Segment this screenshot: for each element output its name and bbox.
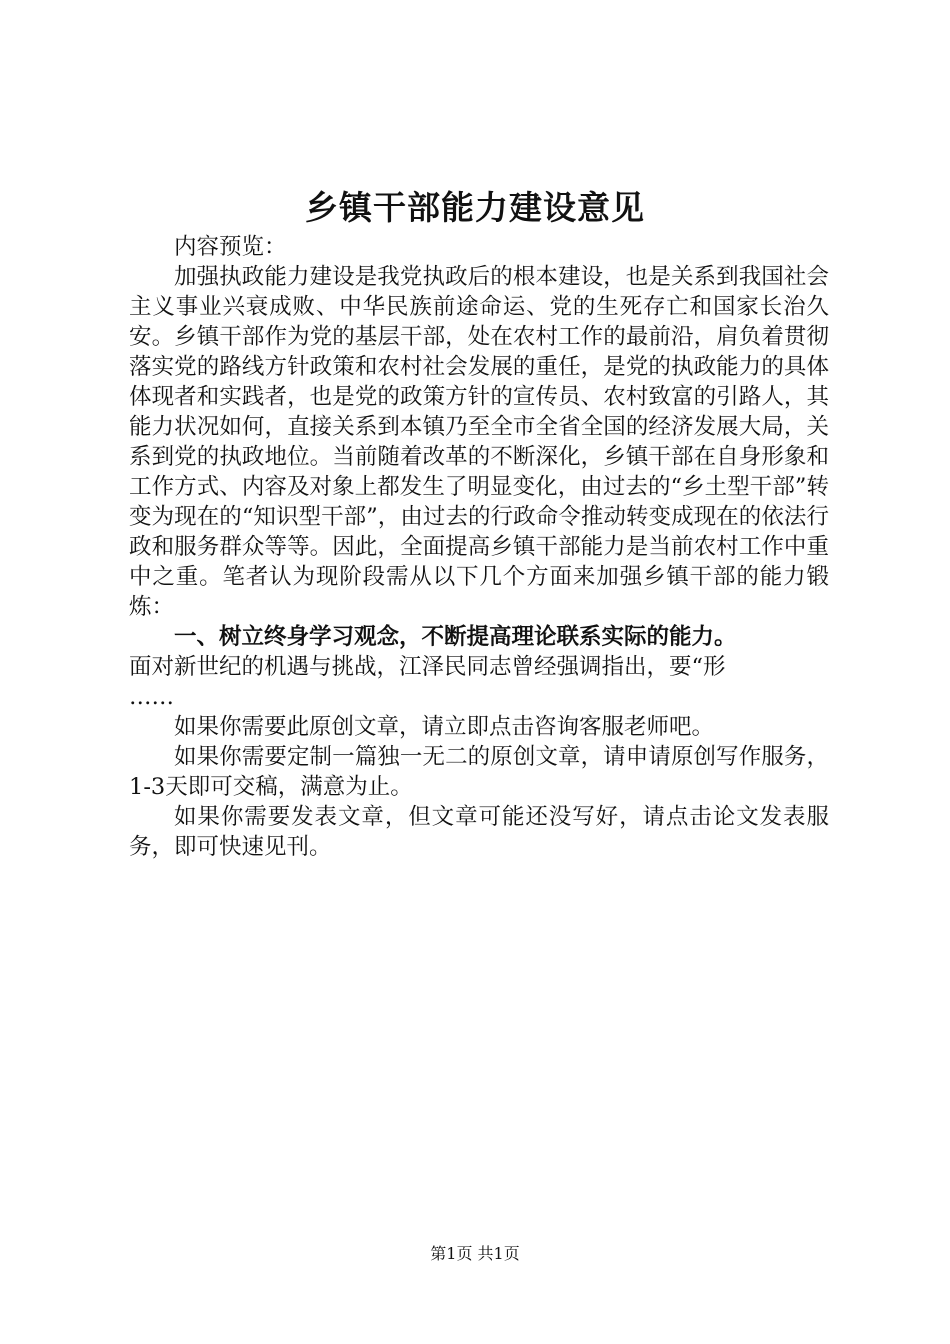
section-heading: 一、树立终身学习观念，不断提高理论联系实际的能力。 [174,624,737,650]
document-body [129,232,829,862]
paragraph-continuation: 面对新世纪的机遇与挑战，江泽民同志曾经强调指出，要“形 [129,654,726,680]
paragraph-intro: 加强执政能力建设是我党执政后的根本建设，也是关系到我国社会主义事业兴衰成败、中华民族前途命运、党的生死存亡和国家长治久安。乡镇干部作为党的基层干部，处在农村工作的最前沿，肩负着贯彻落实党的路线方针政策和农村社会发展的重任，是党的执政能力的具体体现者和实践者，也是党的政策方针的宣传员、农村致富的引路人，其能力状况如何，直接关系到本镇乃至全市全省全国的经济发展大局，关系到党的执政地位。当前随着改革的不断深化，乡镇干部在自身形象和工作方式、内容及对象上都发生了明显变化，由过去的“乡土型干部”转变为现在的“知识型干部”，由过去的行政命令推动转变成现在的依法行政和服务群众等等。因此，全面提高乡镇干部能力是当前农村工作中重中之重。笔者认为现阶段需从以下几个方面来加强乡镇干部的能力锻炼： [129,264,829,620]
document-title: 乡镇干部能力建设意见 [305,188,645,227]
preview-label: 内容预览： [174,234,287,260]
notice-custom-writing: 如果你需要定制一篇独一无二的原创文章，请申请原创写作服务，1-3天即可交稿，满意为止。 [129,744,829,800]
notice-consult: 如果你需要此原创文章，请立即点击咨询客服老师吧。 [174,714,715,740]
notice-publishing: 如果你需要发表文章，但文章可能还没写好，请点击论文发表服务，即可快速见刊。 [129,804,829,860]
ellipsis-text: …… [129,684,174,710]
page-footer: 第1页 共1页 [430,1244,520,1263]
